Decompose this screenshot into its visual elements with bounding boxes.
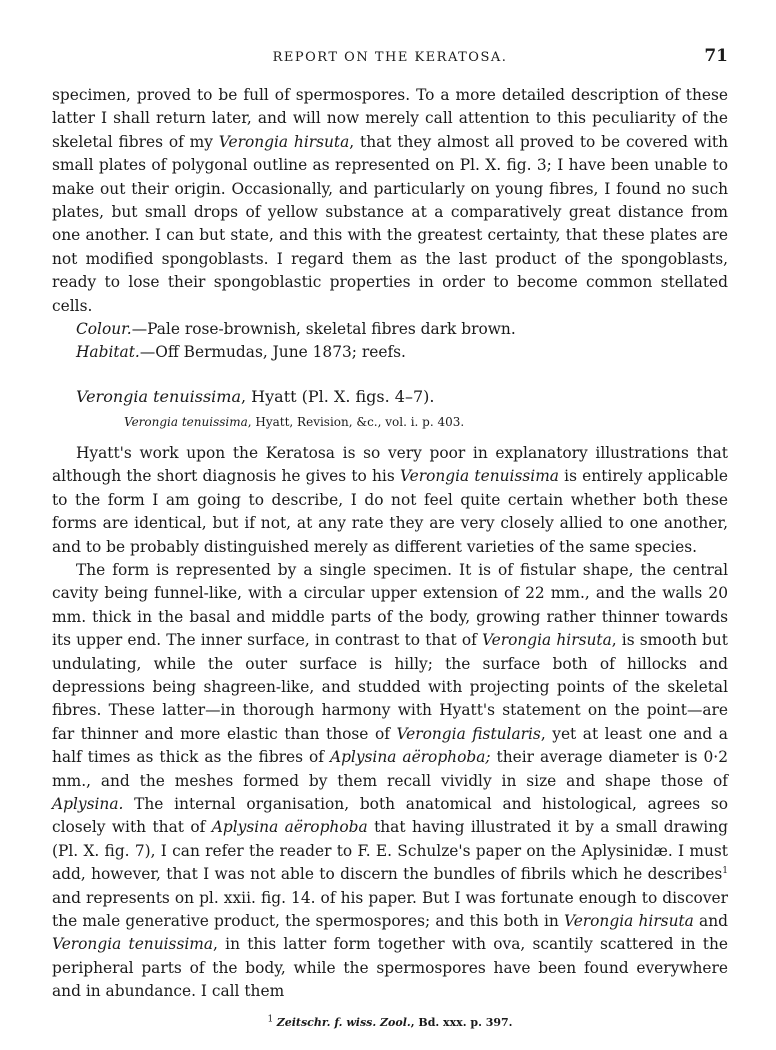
habitat-note: Habitat.—Off Bermudas, June 1873; reefs. — [76, 343, 406, 362]
habitat-label: Habitat. — [76, 343, 140, 362]
species-name: Verongia hirsuta — [218, 132, 350, 151]
page — [52, 46, 728, 1030]
genus-name: Aplysina. — [52, 794, 124, 813]
paragraph-hyatt-work: Hyatt's work upon the Keratosa is so very poor in explanatory illustrations that although the short diagnosis he gives to his Verongia tenuissima is entirely applicable to the form I am going to describe, I do not feel quite certain whether both these forms are identical, but if not, at any rate they are very closely allied to one another, and to be probably distinguished merely as different varieties of the same species. — [52, 443, 728, 556]
synonymy-species-name: Verongia tenuissima — [124, 414, 248, 429]
colour-note: Colour.—Pale rose-brownish, skeletal fibres dark brown. — [76, 320, 516, 339]
species-name: Verongia tenuissima — [52, 935, 214, 954]
footnote — [52, 1013, 728, 1030]
section-heading: Verongia tenuissima, Hyatt (Pl. X. figs. 4–7). — [76, 386, 435, 406]
species-name: Aplysina aërophoba; — [329, 748, 491, 767]
footnote-journal: Zeitschr. f. wiss. Zool. — [276, 1015, 411, 1029]
species-name: Aplysina aërophoba — [211, 818, 368, 837]
species-name: Verongia hirsuta — [564, 912, 694, 930]
body-text — [52, 84, 728, 1004]
paragraph-continuation: specimen, proved to be full of spermospores. To a more detailed description of these latter I shall return later, and will now merely call attention to this peculiarity of the skeletal fibres of my Verongia hirsuta, that they almost all proved to be covered with small plates of polygonal outline as represented on Pl. X. fig. 3; I have been unable to make out their origin. Occasionally, and particularly on young fibres, I found no such plates, but small drops of yellow substance at a comparatively great distance from one another. I can but state, and this with the greatest certainty, that these plates are not modified spongoblasts. I regard them as the last product of the spongoblasts, ready to lose their spongoblastic properties in order to become common stellated cells. — [52, 86, 728, 315]
colour-label: Colour. — [76, 320, 132, 339]
section-species-name: Verongia tenuissima — [76, 386, 241, 406]
species-name: Verongia fistularis — [396, 724, 541, 743]
footnote-citation: , Bd. xxx. p. 397. — [410, 1015, 513, 1029]
footnote-mark: 1 — [267, 1013, 274, 1024]
running-head — [52, 46, 728, 70]
species-name: Verongia hirsuta — [481, 631, 612, 650]
species-name: Verongia tenuissima — [399, 467, 559, 486]
synonymy-citation: Verongia tenuissima, Hyatt, Revision, &c., vol. i. p. 403. — [124, 414, 465, 429]
paragraph-description: The form is represented by a single specimen. It is of fistular shape, the central cavity being funnel-like, with a circular upper extension of 22 mm., and the walls 20 mm. thick in the basal and middle parts of the body, growing rather thinner towards its upper end. The inner surface, in contrast to that of Verongia hirsuta, is smooth but undulating, while the outer surface is hilly; the surface both of hillocks and depressions being shagreen-like, and studded with projecting points of the skeletal fibres. These latter—in thorough harmony with Hyatt's statement on the point—are far thinner and more elastic than those of Verongia fistularis, yet at least one and a half times as thick as the fibres of Aplysina aërophoba; their average diameter is 0·2 mm., and the meshes formed by them recall vividly in size and shape those of Aplysina. The internal organisation, both anatomical and histological, agrees so closely with that of Aplysina aërophoba that having illustrated it by a small drawing (Pl. X. fig. 7), I can refer the reader to F. E. Schulze's paper on the Aplysinidæ. I must add, however, that I was not able to discern the bundles of fibrils which he describes$^1$ and represents on pl. xxii. fig. 14. of his paper. But I was fortunate enough to discover the male generative product, the spermospores; and this both in Verongia hirsuta and Verongia tenuissima, in this latter form together with ova, scantily scattered in the peripheral parts of the body, while the spermospores have been found everywhere and in abundance. I call them — [52, 560, 729, 1001]
page-number: 71 — [704, 46, 728, 66]
running-title: REPORT ON THE KERATOSA. — [272, 50, 508, 65]
footnote-reference[interactable]: 1 — [722, 866, 728, 877]
